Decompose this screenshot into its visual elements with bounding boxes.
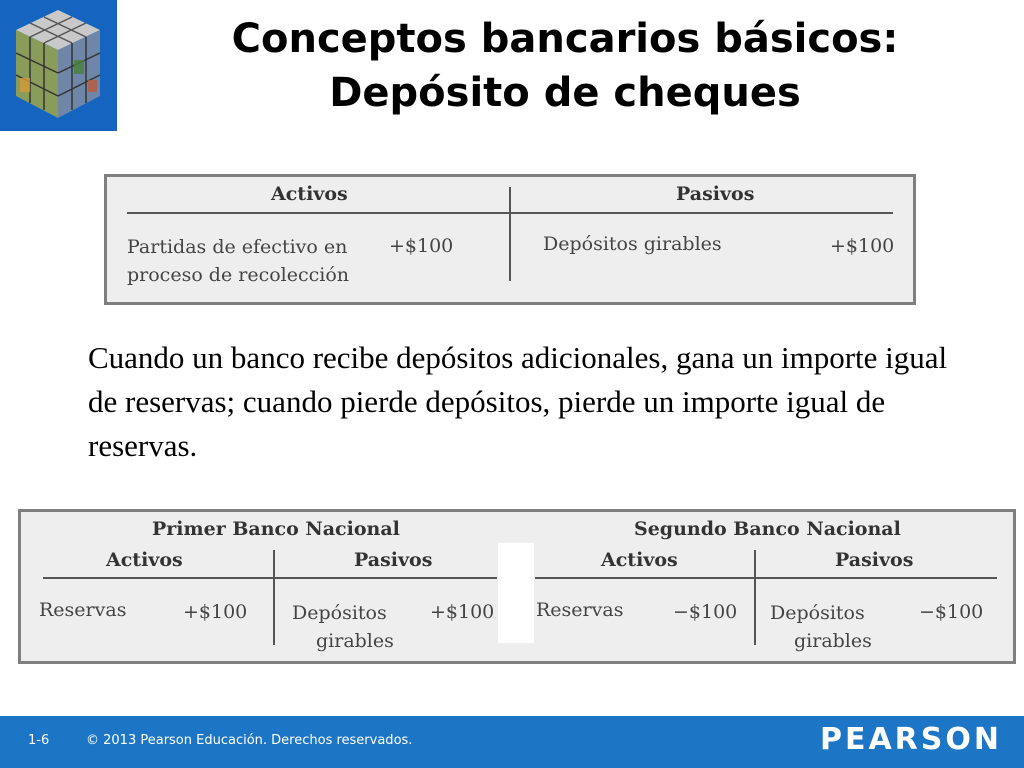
- pearson-logo: PEARSON: [819, 722, 1002, 757]
- footer-bar: [0, 716, 1024, 768]
- bank2-assets-item: Reservas: [536, 599, 624, 621]
- bank2-assets-value: −$100: [673, 601, 738, 623]
- bank1-assets-header: Activos: [106, 549, 183, 571]
- page-number: 1-6: [28, 733, 50, 748]
- copyright-text: © 2013 Pearson Educación. Derechos reservados.: [86, 733, 413, 748]
- page-title: [150, 12, 980, 120]
- assets-value: +$100: [389, 235, 454, 257]
- title-line-2: Depósito de cheques: [329, 70, 801, 116]
- bank2-name: Segundo Banco Nacional: [634, 518, 901, 540]
- bank1-name: Primer Banco Nacional: [152, 518, 400, 540]
- photo-cube-icon: [0, 0, 117, 131]
- bank2-header-divider: [535, 577, 997, 579]
- assets-item: Partidas de efectivo en proceso de recolección: [127, 236, 350, 286]
- bank2-liabilities-value: −$100: [919, 601, 984, 623]
- body-paragraph: Cuando un banco recibe depósitos adicionales, gana un importe igual de reservas; cuando pierde depósitos, pierde un importe igual de reservas.: [88, 340, 948, 463]
- bank2-assets-header: Activos: [601, 549, 678, 571]
- bank1-column-divider: [273, 550, 275, 645]
- liabilities-header: Pasivos: [676, 183, 755, 205]
- bank1-assets-value: +$100: [183, 601, 248, 623]
- bank1-liabilities-item: Depósitos girables: [292, 602, 394, 652]
- liabilities-item: Depósitos girables: [543, 233, 722, 255]
- bank1-liabilities-header: Pasivos: [354, 549, 433, 571]
- bank1-header-divider: [43, 577, 497, 579]
- bank1-liabilities-value: +$100: [430, 601, 495, 623]
- bank2-liabilities-header: Pasivos: [835, 549, 914, 571]
- t-account-check-deposit: [104, 174, 916, 305]
- bank1-assets-item: Reservas: [39, 599, 127, 621]
- title-line-1: Conceptos bancarios básicos:: [231, 16, 899, 62]
- bank2-column-divider: [754, 550, 756, 645]
- table-gap: [498, 543, 534, 643]
- photo-cube-logo: [0, 0, 117, 131]
- bank2-liabilities-item: Depósitos girables: [770, 602, 872, 652]
- liabilities-value: +$100: [830, 235, 895, 257]
- column-divider: [509, 187, 511, 281]
- assets-header: Activos: [271, 183, 348, 205]
